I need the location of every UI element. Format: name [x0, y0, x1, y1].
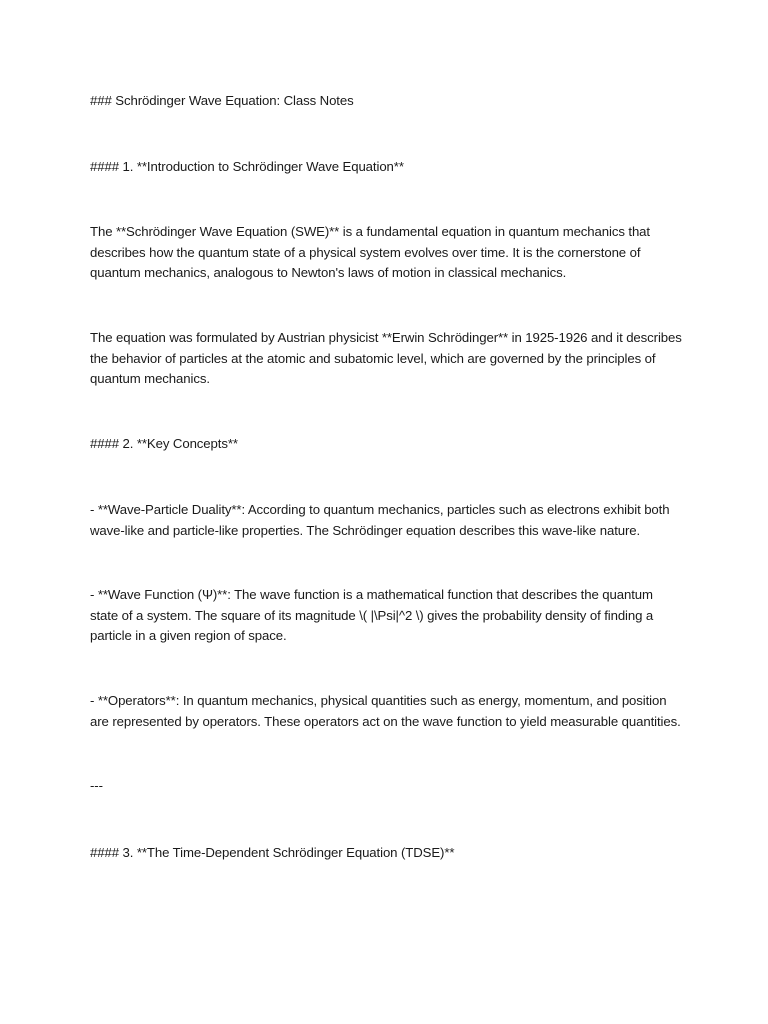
- list-item-line: are represented by operators. These operators act on the wave function to yield measurable quantities.: [90, 713, 681, 729]
- section-1-heading: [90, 157, 690, 178]
- concept-wave-particle-duality: [90, 500, 690, 541]
- paragraph-line: quantum mechanics, analogous to Newton's laws of motion in classical mechanics.: [90, 265, 567, 280]
- heading-text: #### 3. **The Time-Dependent Schrödinger Equation (TDSE)**: [90, 845, 455, 860]
- horizontal-separator: [90, 776, 690, 797]
- paragraph-line: quantum mechanics.: [90, 371, 210, 386]
- concept-wave-function: [90, 585, 690, 647]
- list-item-line: - **Operators**: In quantum mechanics, physical quantities such as energy, momentum, and position: [90, 693, 667, 708]
- paragraph-line: The equation was formulated by Austrian physicist **Erwin Schrödinger** in 1925-1926 and it describes: [90, 330, 682, 345]
- section-3-heading: [90, 843, 690, 864]
- paragraph-line: describes how the quantum state of a physical system evolves over time. It is the cornerstone of: [90, 244, 641, 260]
- intro-paragraph: [90, 222, 690, 284]
- list-item-line: - **Wave-Particle Duality**: According to quantum mechanics, particles such as electrons exhibit both: [90, 502, 670, 517]
- title-text: ### Schrödinger Wave Equation: Class Notes: [90, 93, 354, 108]
- document-title: [90, 91, 690, 112]
- history-paragraph: [90, 328, 690, 390]
- heading-text: #### 2. **Key Concepts**: [90, 436, 238, 451]
- concept-operators: [90, 691, 690, 732]
- paragraph-line: The **Schrödinger Wave Equation (SWE)** is a fundamental equation in quantum mechanics that: [90, 224, 650, 239]
- section-2-heading: [90, 434, 690, 455]
- paragraph-line: the behavior of particles at the atomic and subatomic level, which are governed by the principles of: [90, 350, 656, 366]
- list-item-line: wave-like and particle-like properties. The Schrödinger equation describes this wave-like nature.: [90, 522, 641, 538]
- list-item-line: particle in a given region of space.: [90, 628, 287, 643]
- list-item-line: state of a system. The square of its magnitude \( |\Psi|^2 \) gives the probability density of finding a: [90, 607, 654, 623]
- heading-text: #### 1. **Introduction to Schrödinger Wave Equation**: [90, 159, 404, 174]
- separator-text: ---: [90, 778, 103, 793]
- list-item-line: - **Wave Function (Ψ)**: The wave function is a mathematical function that describes the quantum: [90, 587, 653, 602]
